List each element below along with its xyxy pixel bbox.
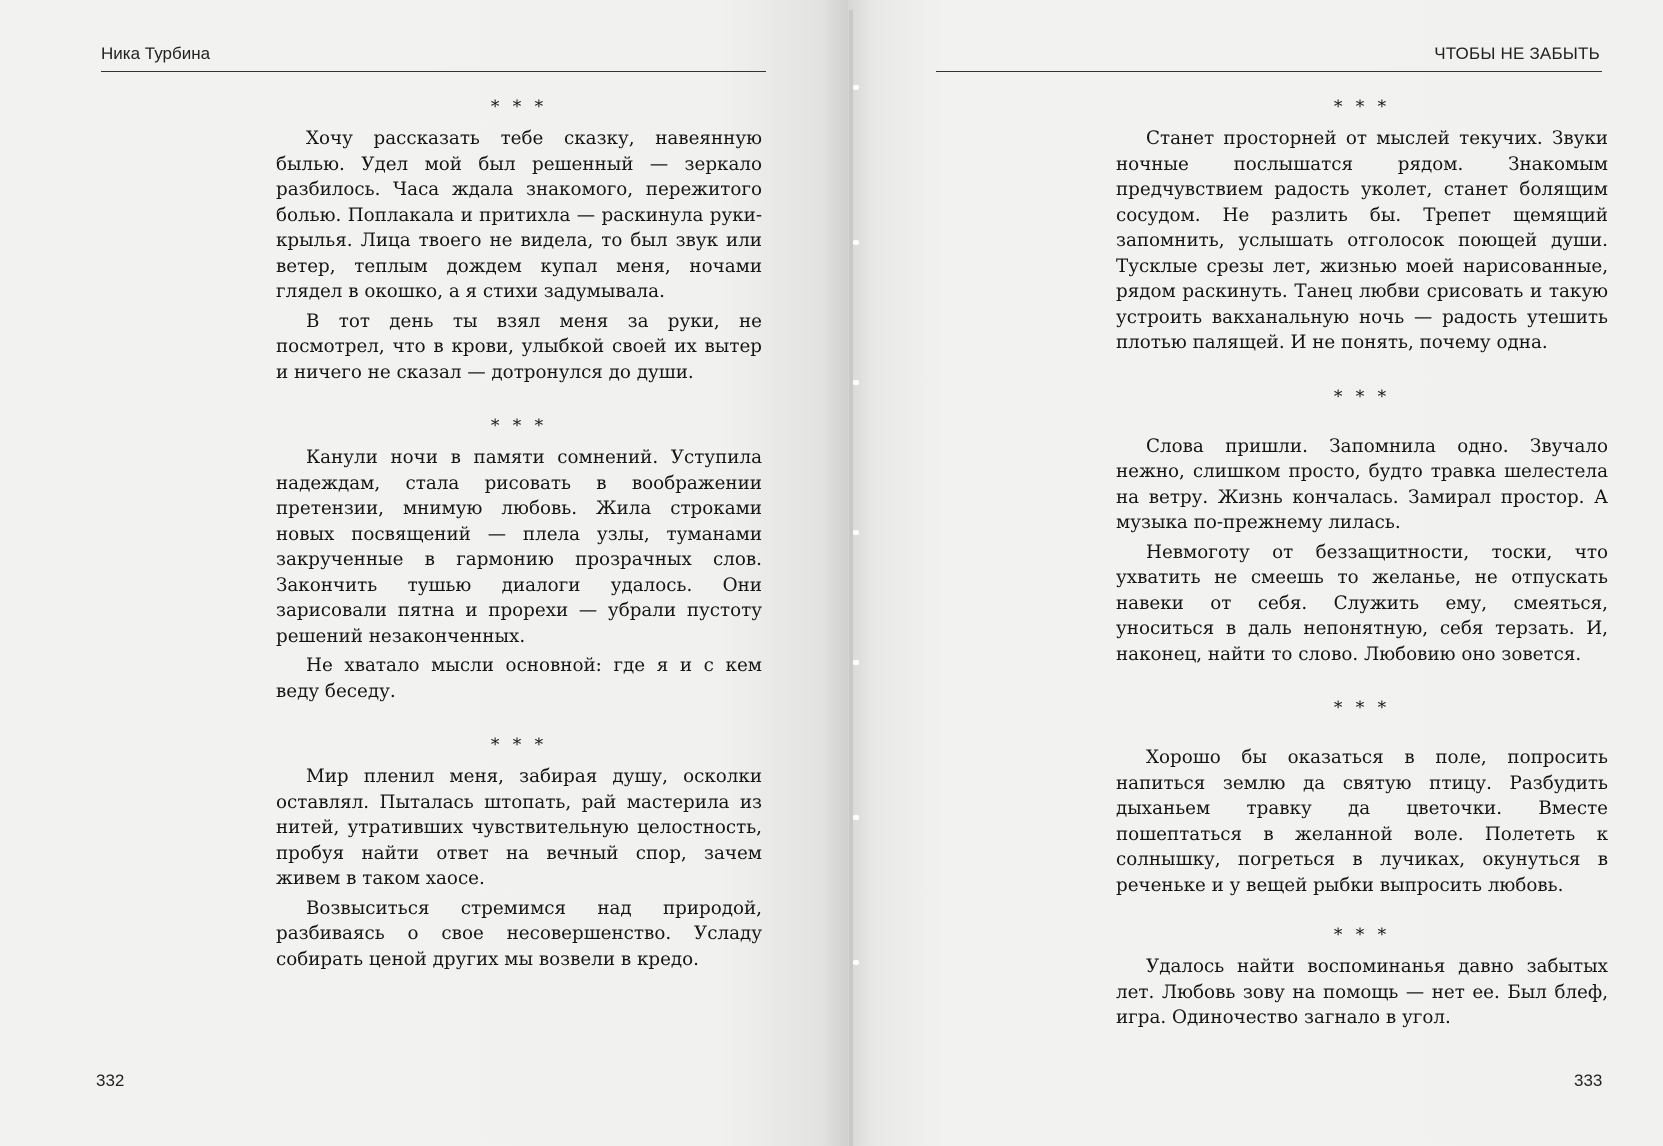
paragraph: Не хватало мысли основной: где я и с кем веду беседу. [276, 655, 762, 702]
left-text-column [276, 92, 762, 976]
header-rule-right [936, 71, 1602, 72]
paragraph: Слова пришли. Запомнила одно. Звучало нежно, слишком просто, будто травка шелестела на ветру. Жизнь кончалась. Замирал простор. А музыка по-прежнему лилась. [1116, 435, 1608, 533]
binding-mark [853, 660, 859, 665]
header-rule-left [101, 71, 766, 72]
paragraph: Невмоготу от беззащитности, тоски, что ухватить не смеешь то желанье, не отпускать навеки от себя. Служить ему, смеяться, уноситься в даль непонятную, себя терзать. И, наконец, найти то слово. Любовию оно зовется. [1116, 541, 1608, 665]
paragraph: Станет просторней от мыслей текучих. Звуки ночные послышатся рядом. Знакомым предчувствием радость уколет, станет болящим сосудом. Не разлить бы. Трепет щемящий запомнить, услышать отголосок поющей души. Тусклые срезы лет, жизнью моей нарисованные, рядом раскинуть. Танец любви срисовать и такую устроить вакханальную ночь — радость утешить плотью палящей. И не понять, почему одна. [1116, 128, 1608, 353]
section-divider: * * * [490, 735, 548, 755]
paragraph: В тот день ты взял меня за руки, не посмотрел, что в крови, улыбкой своей их вытер и ничего не сказал — дотронулся до души. [276, 310, 762, 383]
paragraph: Мир пленил меня, забирая душу, осколки оставлял. Пыталась штопать, рай мастерила из нитей, утративших чувствительную целостность, пробуя найти ответ на вечный спор, зачем живем в таком хаосе. [276, 766, 762, 889]
paragraph: Хочу рассказать тебе сказку, навеянную былью. Удел мой был решенный — зеркало разбилось. Часа ждала знакомого, пережитого болью. Поплакала и притихла — раскинула руки-крылья. Лица твоего не видела, то был звук или ветер, теплым дождем купал меня, ночами глядел в окошко, а я стихи задумывала. [276, 128, 762, 302]
running-head-left: Ника Турбина [101, 44, 211, 63]
section-divider: * * * [1333, 386, 1391, 407]
section-divider: * * * [1333, 97, 1391, 117]
section-divider: * * * [490, 97, 548, 117]
page-number-left: 332 [96, 1071, 125, 1090]
binding-mark [853, 380, 859, 385]
section-divider: * * * [1333, 698, 1391, 718]
paragraph: Возвыситься стремимся над природой, разбиваясь о свое несовершенство. Усладу собирать ценой других мы возвели в кредо. [276, 897, 762, 970]
binding-mark [853, 815, 859, 820]
paragraph: Хорошо бы оказаться в поле, попросить напиться землю да святую птицу. Разбудить дыханьем травку да цветочки. Вместе пошептаться в желанной воле. Полететь к солнышку, погреться в лучиках, окунуться в реченьке и у вещей рыбки выпросить любовь. [1116, 747, 1608, 896]
section-divider: * * * [1333, 925, 1391, 945]
section-divider: * * * [490, 416, 548, 436]
binding-mark [853, 530, 859, 535]
right-text-column [1116, 92, 1608, 1035]
binding-mark [853, 240, 859, 245]
paragraph: Канули ночи в памяти сомнений. Уступила надеждам, стала рисовать в воображении претензии, мнимую любовь. Жила строками новых посвящений — плела узлы, туманами закрученные в гармонию прозрачных слов. Закончить тушью диалоги удалось. Они зарисовали пятна и прорехи — убрали пустоту решений незаконченных. [276, 447, 762, 647]
page-number-right: 333 [1574, 1071, 1603, 1090]
binding-mark [853, 85, 859, 90]
paragraph: Удалось найти воспоминанья давно забытых лет. Любовь зову на помощь — нет ее. Был блеф, игра. Одиночество загнало в угол. [1116, 956, 1608, 1028]
running-head-right: ЧТОБЫ НЕ ЗАБЫТЬ [1434, 44, 1600, 63]
book-gutter [849, 10, 853, 1146]
binding-mark [853, 960, 859, 965]
